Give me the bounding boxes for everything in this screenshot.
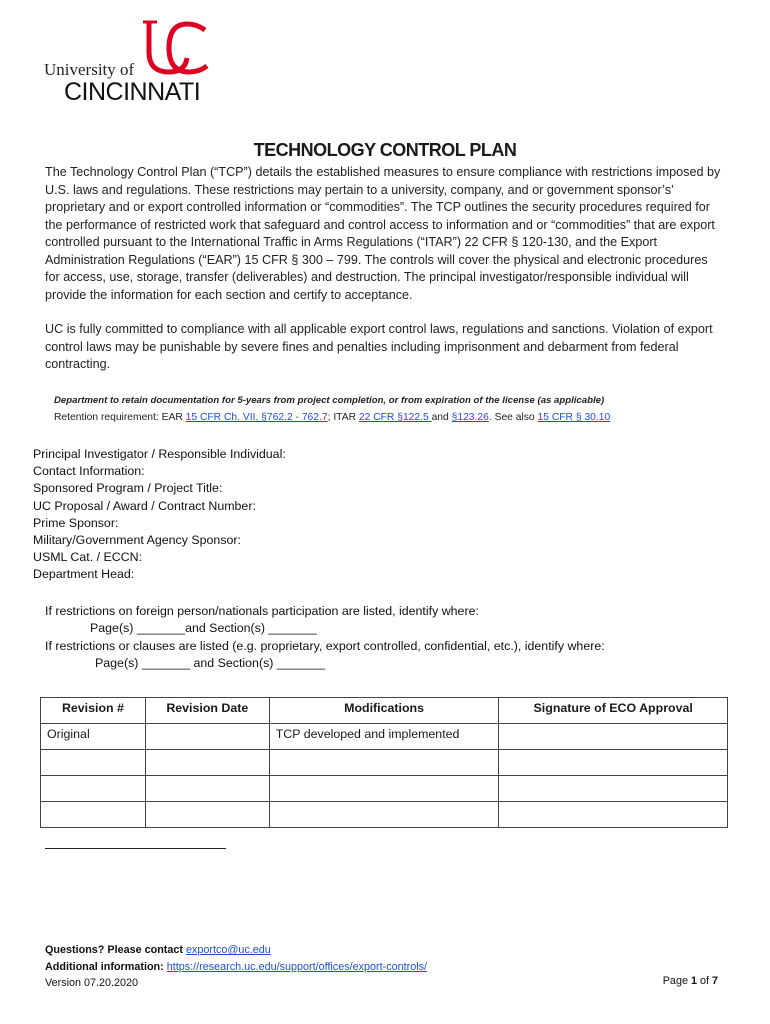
page-current: 1	[690, 975, 697, 987]
cell-revision[interactable]: Original	[41, 724, 146, 750]
field-agency-sponsor[interactable]: Military/Government Agency Sponsor:	[33, 533, 241, 548]
field-contract-number[interactable]: UC Proposal / Award / Contract Number:	[33, 498, 256, 513]
header-modifications: Modifications	[269, 698, 499, 724]
restriction-question-1: If restrictions on foreign person/nationals participation are listed, identify where:	[45, 604, 479, 618]
page-total: 7	[711, 975, 718, 987]
itar-122-link[interactable]: 22 CFR §122.5	[358, 412, 432, 423]
intro-paragraph: The Technology Control Plan (“TCP”) details the established measures to ensure compliance with restrictions imposed by U.S. laws and regulations. These restrictions may pertain to a university, company, and or government sponsor’s’ proprietary and or export controlled information or “commodities”. The TCP outlines the security procedures required for the performance of restricted work that safeguard and control access to information and or “commodities” that are export controlled pursuant to the International Traffic in Arms Regulations (“ITAR”) 22 CFR § 120-130, and the Export Administration Regulations (“EAR”) 15 CFR § 300 – 799. The controls will cover the physical and electronic procedures for access, use, storage, transfer (deliverables) and destruction. The principal investigator/responsible individual will provide the information for each section and certify to acceptance.	[45, 165, 721, 302]
project-fields	[33, 446, 286, 584]
retention-sep-3: . See also	[488, 412, 538, 423]
cell-date[interactable]	[145, 802, 269, 828]
cell-date[interactable]	[145, 724, 269, 750]
header-eco-signature: Signature of ECO Approval	[499, 698, 728, 724]
table-row	[41, 724, 728, 750]
cell-modifications[interactable]	[269, 750, 499, 776]
logo-cincinnati-text: CINCINNATI	[64, 78, 201, 106]
cell-modifications[interactable]	[269, 776, 499, 802]
restriction-answer-1[interactable]: Page(s) _______and Section(s) _______	[90, 621, 317, 636]
restriction-answer-2[interactable]: Page(s) _______ and Section(s) _______	[95, 655, 326, 670]
uc-logo	[44, 18, 224, 108]
field-usml-eccn[interactable]: USML Cat. / ECCN:	[33, 550, 143, 565]
logo-university-text: University of	[44, 60, 135, 79]
header-revision-number: Revision #	[41, 698, 146, 724]
document-title: TECHNOLOGY CONTROL PLAN	[253, 140, 517, 160]
contact-email-link[interactable]: exportco@uc.edu	[186, 944, 271, 956]
cell-signature[interactable]	[499, 724, 728, 750]
page-number	[663, 975, 718, 987]
table-row	[41, 750, 728, 776]
cell-date[interactable]	[145, 776, 269, 802]
cell-revision[interactable]	[41, 750, 146, 776]
cell-signature[interactable]	[499, 776, 728, 802]
table-row	[41, 802, 728, 828]
field-project-title[interactable]: Sponsored Program / Project Title:	[33, 481, 223, 496]
page-prefix: Page	[662, 975, 691, 987]
uc-monogram-icon	[139, 18, 214, 76]
footer-questions	[45, 942, 427, 959]
header-revision-date: Revision Date	[145, 698, 269, 724]
restriction-question-2: If restrictions or clauses are listed (e.g. proprietary, export controlled, confidential, etc.), identify where:	[45, 638, 605, 653]
footer	[45, 942, 427, 992]
revision-table	[40, 697, 728, 828]
field-principal-investigator[interactable]: Principal Investigator / Responsible Individual:	[33, 447, 286, 461]
cell-signature[interactable]	[499, 750, 728, 776]
version-label: Version 07.20.2020	[45, 977, 139, 989]
revision-table-header	[41, 698, 728, 724]
cell-signature[interactable]	[499, 802, 728, 828]
cell-revision[interactable]	[41, 776, 146, 802]
retention-note	[54, 392, 604, 409]
retention-prefix: Retention requirement: EAR	[54, 412, 186, 423]
page-of: of	[696, 975, 712, 987]
retention-sep-1: ; ITAR	[327, 412, 359, 423]
cfr-30-link[interactable]: 15 CFR § 30.10	[537, 412, 611, 423]
footer-additional-info	[45, 959, 427, 976]
table-row	[41, 776, 728, 802]
retention-requirement	[54, 409, 610, 426]
restrictions-section	[45, 603, 605, 672]
ear-link[interactable]: 15 CFR Ch. VII, §762.2 - 762.7	[185, 412, 328, 423]
cell-revision[interactable]	[41, 802, 146, 828]
info-label: Additional information:	[45, 960, 167, 973]
export-controls-link[interactable]: https://research.uc.edu/support/offices/export-controls/	[166, 960, 428, 973]
compliance-paragraph: UC is fully committed to compliance with all applicable export control laws, regulations and sanctions. Violation of export control laws may be punishable by severe fines and penalties including imprisonment and debarment from federal contracting.	[45, 322, 713, 371]
retention-note-text: Department to retain documentation for 5-years from project completion, or from expiration of the license (as applicable)	[54, 395, 605, 406]
cell-modifications[interactable]	[269, 802, 499, 828]
field-prime-sponsor[interactable]: Prime Sponsor:	[33, 515, 119, 530]
field-contact-information[interactable]: Contact Information:	[33, 464, 145, 479]
itar-123-link[interactable]: §123.26	[451, 412, 489, 423]
footnote-divider	[45, 848, 226, 849]
questions-label: Questions? Please contact	[45, 944, 187, 956]
cell-date[interactable]	[145, 750, 269, 776]
field-department-head[interactable]: Department Head:	[33, 567, 135, 582]
cell-modifications[interactable]: TCP developed and implemented	[269, 724, 499, 750]
retention-sep-2: and	[431, 412, 452, 423]
